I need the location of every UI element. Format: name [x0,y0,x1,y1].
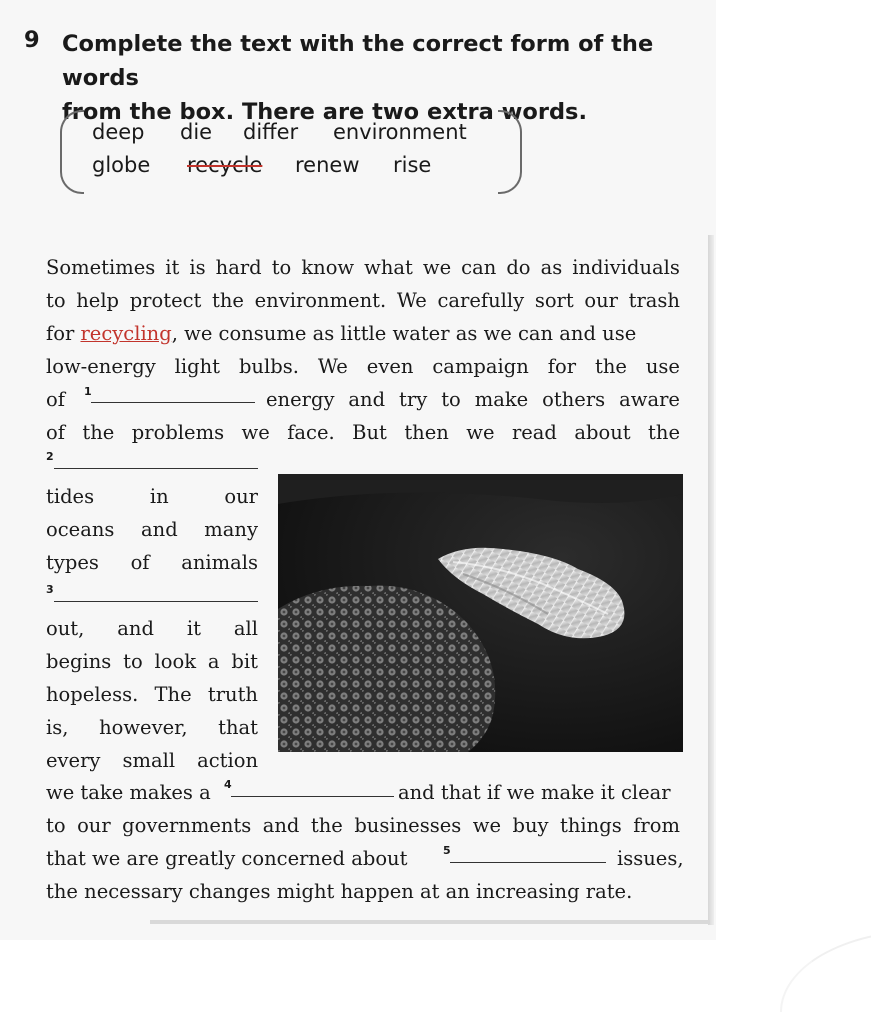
text-line-15-end: and that if we make it clear [398,781,671,804]
text-line-8: oceans and many [46,518,258,541]
exercise-number: 9 [24,27,40,53]
gap-number-2: 2 [46,450,54,463]
text-line-17-start: that we are greatly concerned about [46,847,408,870]
page-curl [780,930,871,1012]
word-globe: globe [92,153,151,177]
gap-3-blank[interactable] [54,601,258,602]
word-recycle-crossed: recycle [187,153,263,177]
text-line-2: to help protect the environment. We carefully sort our trash [46,289,680,312]
gap-number-5: 5 [443,844,451,857]
text-line-18: the necessary changes might happen at an increasing rate. [46,880,633,903]
text-line-4: low-energy light bulbs. We even campaign for the use [46,355,680,378]
photo-graphic [278,474,683,752]
text-line-1: Sometimes it is hard to know what we can do as individuals [46,256,680,279]
gap-number-4: 4 [224,778,232,791]
text-line-14: every small action [46,749,258,772]
instruction [62,27,702,129]
word-deep: deep [92,120,145,144]
word-die: die [180,120,213,144]
text-line-15-start: we take makes a [46,781,211,804]
gap-1-blank[interactable] [91,402,255,403]
text-line-6: of the problems we face. But then we read about the [46,421,680,444]
text-line-10: out, and it all [46,617,258,640]
text-line-5-end: energy and try to make others aware [266,388,680,411]
text-line-11: begins to look a bit [46,650,258,673]
word-environment: environment [333,120,467,144]
word-renew: renew [295,153,360,177]
gap-number-3: 3 [46,583,54,596]
gap-number-1: 1 [84,385,92,398]
instruction-line-1: Complete the text with the correct form of the words [62,31,654,91]
gap-2-blank[interactable] [54,468,258,469]
plastic-bag-over-coral-photo [278,474,683,752]
page-bottom-edge [150,920,710,924]
text-line-5-start: of [46,388,65,411]
instruction-line-2: from the box. There are two extra words. [62,99,587,125]
page-edge-shadow [708,235,714,925]
text-line-3: for recycling, we consume as little water as we can and use [46,322,637,345]
text-line-12: hopeless. The truth [46,683,258,706]
word-rise: rise [393,153,432,177]
text-line-7: tides in our [46,485,258,508]
example-answer: recycling [80,322,172,345]
word-box-left-bracket [60,110,84,194]
gap-4-blank[interactable] [231,796,394,797]
word-differ: differ [243,120,299,144]
text-line-13: is, however, that [46,716,258,739]
text-line-9: types of animals [46,551,258,574]
text-line-17-end: issues, [617,847,684,870]
text-line-16: to our governments and the businesses we buy things from [46,814,680,837]
word-box-right-bracket [498,110,522,194]
gap-5-blank[interactable] [450,862,606,863]
